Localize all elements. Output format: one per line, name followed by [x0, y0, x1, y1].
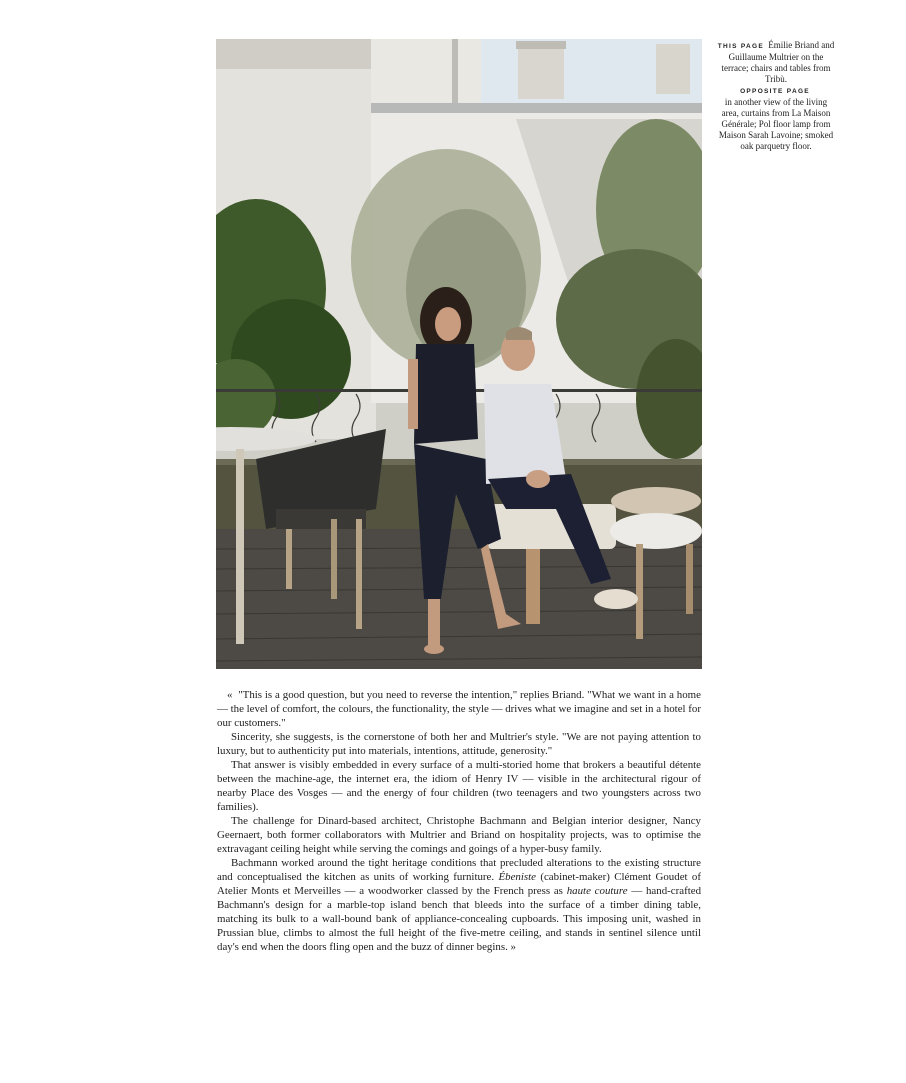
paragraph-5	[217, 856, 701, 954]
ebeniste-term: Ébeniste	[498, 871, 536, 883]
article-body	[217, 688, 701, 954]
close-quote-mark: »	[510, 941, 516, 953]
this-page-label: THIS PAGE	[717, 43, 765, 50]
opposite-page-caption: in another view of the living area, curtains from La Maison Générale; Pol floor lamp from Maison Sarah Lavoine; smoked oak parquetry floor.	[718, 97, 834, 151]
paragraph-1	[217, 688, 701, 730]
open-quote-mark: «	[227, 689, 233, 701]
haute-couture-term: haute couture	[566, 885, 628, 897]
opposite-page-label: OPPOSITE PAGE	[740, 88, 810, 95]
paragraph-4: The challenge for Dinard-based architect, Christophe Bachmann and Belgian interior designer, Nancy Geernaert, both former collaborators with Multrier and Briand on hospitality projects, was to optimise the extravagant ceiling height while serving the comings and goings of a hyper-busy family.	[217, 815, 701, 855]
paragraph-5-text-a: Bachmann worked around the tight heritage conditions that precluded alterations to the existing structure and conceptualised the kitchen as units of working furniture.	[217, 857, 701, 883]
paragraph-5-text-b: (cabinet-maker) Clément Goudet of Atelier Monts et Merveilles — a woodworker classed by the French press as	[217, 871, 701, 897]
paragraph-1-text: "This is a good question, but you need to reverse the intention," replies Briand. "What we want in a home — the level of comfort, the colours, the functionality, the style — drives what we imagine and set in a hotel for our customers."	[217, 689, 701, 729]
paragraph-5-text-c: — hand-crafted Bachmann's design for a marble-top island bench that bleeds into the surface of a timber dining table, matching its bulk to a wall-bound bank of appliance-concealing cupboards. This imposing unit, washed in Prussian blue, climbs to almost the full height of the five-metre ceiling, and stands in sentinel silence until day's end when the doors fling open and the buzz of dinner begins.	[217, 885, 702, 953]
photo-caption	[716, 40, 836, 152]
paragraph-3: That answer is visibly embedded in every surface of a multi-storied home that brokers a beautiful détente between the machine-age, the internet era, the idiom of Henry IV — visible in the architectural rigour of nearby Place des Vosges — and the energy of four children (two teenagers and two youngsters across two families).	[217, 759, 701, 813]
terrace-photo	[216, 39, 702, 669]
paragraph-2: Sincerity, she suggests, is the cornerstone of both her and Multrier's style. "We are not paying attention to luxury, but to authenticity put into materials, intentions, attitude, generosity."	[217, 731, 701, 757]
this-page-caption: Émilie Briand and Guillaume Multrier on the terrace; chairs and tables from Tribù.	[721, 40, 835, 84]
